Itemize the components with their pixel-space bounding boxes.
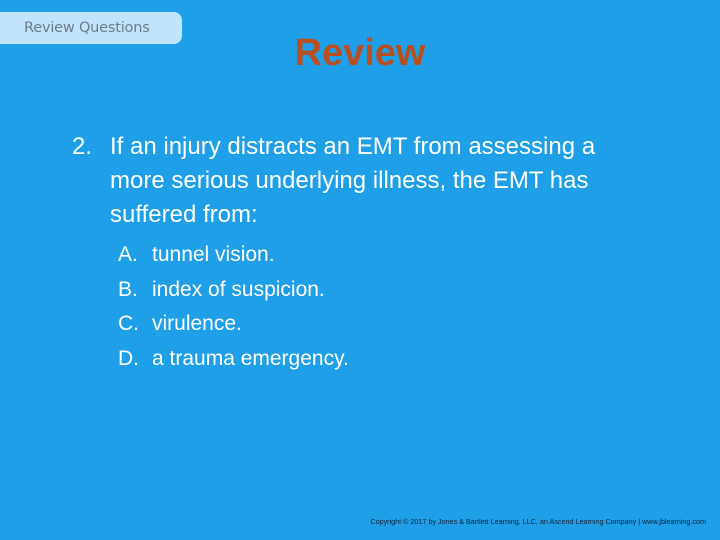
answer-text: virulence. [152,312,242,335]
copyright-footer: Copyright © 2017 by Jones & Bartlett Learning, LLC, an Ascend Learning Company | www.jblearning.com [370,517,706,526]
question [72,130,612,232]
answer-text: index of suspicion. [152,277,325,301]
question-number: 2. [72,133,93,160]
answer-text: tunnel vision. [152,243,275,266]
answer-option-b [118,273,618,308]
answer-text: a trauma emergency. [152,346,349,370]
answer-letter: B. [118,277,138,301]
answer-option-c [118,307,618,342]
question-text: If an injury distracts an EMT from assessing a more serious underlying illness, the EMT has suffered from: [110,133,596,228]
answer-option-a [118,238,618,273]
tab-label: Review Questions [24,20,150,36]
answer-letter: C. [118,312,139,335]
answer-list [118,238,618,376]
slide-title: Review [294,32,426,74]
answer-letter: A. [118,243,138,266]
answer-option-d [118,342,618,377]
answer-letter: D. [118,346,139,370]
